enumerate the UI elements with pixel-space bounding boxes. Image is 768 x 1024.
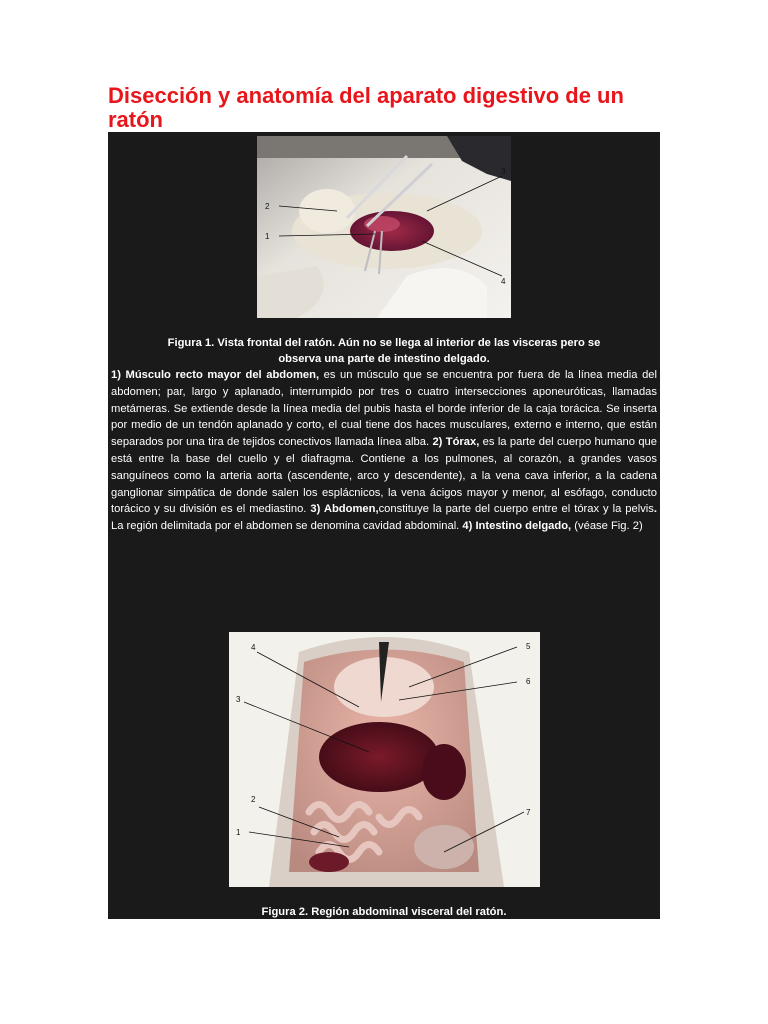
abdomen-period: .: [653, 503, 657, 516]
figure-2-label-3: 3: [236, 695, 241, 704]
text-intestino: (véase Fig. 2): [571, 520, 643, 533]
description-text: [111, 367, 657, 535]
figure-1-caption: [108, 335, 660, 367]
figure-1-label-4: 4: [501, 277, 506, 286]
figure-1-label-1: 1: [265, 232, 270, 241]
figure-1-image: [257, 136, 511, 318]
figure-2-image: [229, 632, 540, 887]
figure-2-label-7: 7: [526, 808, 531, 817]
figure-2-label-1: 1: [236, 828, 241, 837]
figure-2-label-2: 2: [251, 795, 256, 804]
figure-1-caption-line-2: observa una parte de intestino delgado.: [278, 353, 490, 365]
text-musculo-recto: es un músculo que se encuentra por fuera de la línea media del abdomen; par, largo y aplanado, interrumpido por tres o cuatro intersecciones aponeuróticas, llamadas metámeras. Se extiende desde la línea media del pubis hasta el borde inferior de la caja torácica. Se inserta por medio de un tendón aplanado y corto, el cual tiene dos haces musculares, externo e interno, que están separados por una tira de tejidos conectivos llamada línea alba.: [111, 369, 657, 449]
term-abdomen: 3) Abdomen,: [310, 503, 379, 516]
text-torax: es la parte del cuerpo humano que está entre la base del cuello y el diafragma. Contiene a los pulmones, al corazón, a grandes vasos sanguíneos como la arteria aorta (ascendente, arco y descendente), a la vena cava inferior, a la cadena ganglionar simpática de donde salen los esplácnicos, la vena ácigos mayor y menor, al esófago, conducto torácico y su división es el mediastino.: [111, 436, 657, 516]
figure-1-label-2: 2: [265, 202, 270, 211]
content-panel: [108, 132, 660, 919]
figure-1-caption-line-1: Figura 1. Vista frontal del ratón. Aún no se llega al interior de las visceras pero se: [167, 337, 601, 349]
figure-2-label-6: 6: [526, 677, 531, 686]
term-intestino: 4) Intestino delgado,: [462, 520, 572, 533]
term-musculo-recto: 1) Músculo recto mayor del abdomen,: [111, 369, 320, 381]
term-torax: 2) Tórax,: [432, 436, 480, 449]
figure-1-label-3: 3: [501, 167, 506, 176]
page-title: Disección y anatomía del aparato digestivo de un ratón: [108, 83, 624, 132]
figure-2-label-4: 4: [251, 643, 256, 652]
figure-2-caption: Figura 2. Región abdominal visceral del ratón.: [261, 906, 507, 918]
text-cavidad: La región delimitada por el abdomen se denomina cavidad abdominal.: [111, 520, 463, 533]
text-abdomen: constituye la parte del cuerpo entre el tórax y la pelvis: [378, 503, 654, 516]
figure-2-label-5: 5: [526, 642, 531, 651]
